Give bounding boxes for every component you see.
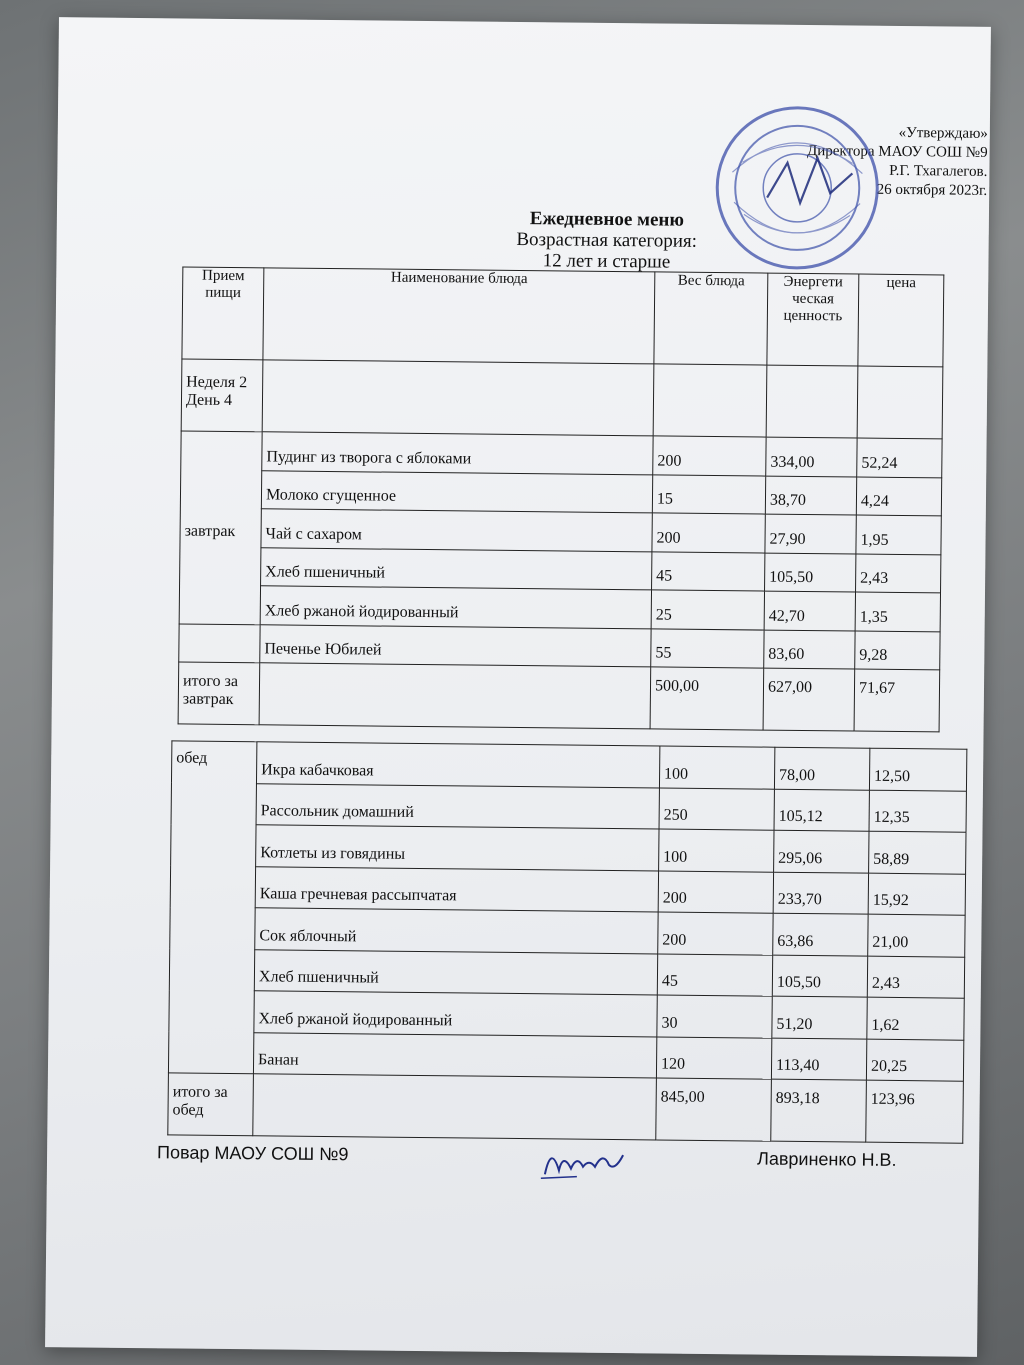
dish-price: 20,25: [866, 1039, 963, 1082]
dish-energy: 233,70: [773, 872, 868, 914]
header-price: цена: [858, 274, 944, 367]
header-meal: Прием пищи: [182, 267, 264, 360]
lunch-table: [167, 740, 967, 1143]
lunch-rows: [168, 741, 966, 1081]
approval-line-1: «Утверждаю»: [898, 124, 988, 142]
dish-price: 52,24: [857, 438, 942, 477]
dish-price: 1,62: [867, 997, 964, 1040]
dish-price: 1,95: [856, 515, 941, 554]
dish-weight: 100: [659, 746, 774, 789]
dish-price: 21,00: [868, 914, 965, 957]
dish-energy: 105,12: [774, 789, 869, 831]
empty-cell: [766, 365, 858, 438]
dish-weight: 30: [657, 995, 772, 1038]
dish-name: Икра кабачковая: [256, 742, 659, 788]
approval-line-3: Р.Г. Тхагалегов.: [889, 162, 988, 180]
dish-energy: 27,90: [765, 514, 856, 553]
dish-weight: 45: [657, 953, 772, 996]
dish-energy: 105,50: [772, 955, 867, 997]
breakfast-total-row: [178, 662, 940, 732]
lunch-total-energy: 893,18: [771, 1079, 867, 1142]
week-day-label: Неделя 2 День 4: [181, 359, 263, 432]
empty-cell: [857, 366, 943, 439]
dish-weight: 100: [659, 829, 774, 872]
lunch-total-label: итого за обед: [168, 1073, 254, 1136]
dish-name: Хлеб ржаной йодированный: [254, 991, 657, 1037]
empty-cell: [179, 623, 260, 662]
week-day-row: [181, 359, 943, 439]
dish-name: Каша гречневая рассыпчатая: [255, 866, 658, 912]
cook-name: Лавриненко Н.В.: [756, 1148, 897, 1170]
empty-cell: [253, 1074, 657, 1140]
cook-signature: [537, 1140, 627, 1185]
dish-weight: 25: [651, 590, 764, 630]
dish-energy: 63,86: [773, 913, 868, 955]
dish-energy: 334,00: [766, 437, 857, 476]
dish-weight: 200: [653, 436, 766, 476]
dish-name: Котлеты из говядины: [256, 825, 659, 871]
dish-price: 12,50: [869, 748, 966, 791]
dish-price: 2,43: [856, 554, 941, 593]
breakfast-total-energy: 627,00: [763, 668, 855, 731]
lunch-total-weight: 845,00: [656, 1078, 772, 1141]
title-age-range: 12 лет и старше: [542, 250, 671, 273]
dish-energy: 78,00: [774, 747, 869, 789]
dish-weight: 250: [659, 787, 774, 830]
approval-line-2: Директора МАОУ СОШ №9: [806, 142, 988, 161]
dish-name: Чай с сахаром: [261, 509, 652, 552]
dish-weight: 120: [656, 1036, 771, 1079]
breakfast-total-price: 71,67: [854, 669, 940, 732]
cook-title: Повар МАОУ СОШ №9: [157, 1142, 349, 1165]
dish-price: 4,24: [856, 477, 941, 516]
dish-weight: 45: [652, 551, 765, 591]
dish-weight: 200: [658, 912, 773, 955]
title-age-category: Возрастная категория:: [516, 228, 698, 252]
dish-energy: 105,50: [765, 553, 856, 592]
breakfast-total-label: итого за завтрак: [178, 662, 260, 725]
dish-name: Пудинг из творога с яблоками: [262, 432, 653, 475]
dish-weight: 200: [652, 513, 765, 553]
breakfast-rows: [179, 431, 942, 670]
dish-energy: 83,60: [764, 630, 855, 669]
header-energy: Энергети ческая ценность: [767, 273, 859, 366]
dish-price: 15,92: [868, 873, 965, 916]
dish-name: Печенье Юбилей: [260, 624, 651, 667]
lunch-meal-label: обед: [168, 741, 256, 1074]
dish-weight: 200: [658, 870, 773, 913]
dish-energy: 42,70: [764, 591, 855, 630]
title-main: Ежедневное меню: [529, 208, 685, 231]
dish-weight: 15: [652, 474, 765, 514]
dish-name: Хлеб ржаной йодированный: [260, 586, 651, 629]
dish-price: 58,89: [869, 831, 966, 874]
lunch-total-price: 123,96: [866, 1080, 964, 1143]
empty-cell: [653, 364, 767, 437]
dish-name: Молоко сгущенное: [261, 470, 652, 513]
dish-price: 12,35: [869, 790, 966, 833]
dish-price: 2,43: [867, 956, 964, 999]
lunch-total-row: [168, 1073, 964, 1143]
document-title: [426, 207, 787, 274]
dish-name: Сок яблочный: [255, 908, 658, 954]
dish-name: Банан: [253, 1032, 656, 1078]
breakfast-total-weight: 500,00: [650, 667, 764, 730]
paper-sheet: [45, 17, 991, 1357]
dish-price: 1,35: [855, 592, 940, 631]
empty-cell: [259, 663, 651, 729]
table-header-row: [182, 267, 944, 367]
header-weight: Вес блюда: [654, 272, 768, 365]
breakfast-meal-label: завтрак: [179, 431, 262, 624]
dish-name: Хлеб пшеничный: [261, 547, 652, 590]
dish-price: 9,28: [855, 631, 940, 670]
dish-energy: 51,20: [772, 996, 867, 1038]
breakfast-table: [178, 266, 945, 732]
approval-line-4: 26 октября 2023г.: [876, 181, 988, 199]
dish-energy: 295,06: [774, 830, 869, 872]
dish-energy: 38,70: [765, 476, 856, 515]
dish-name: Рассольник домашний: [256, 783, 659, 829]
header-dish: Наименование блюда: [263, 268, 655, 364]
dish-weight: 55: [651, 628, 764, 668]
dish-energy: 113,40: [771, 1038, 866, 1080]
empty-cell: [262, 360, 654, 436]
dish-name: Хлеб пшеничный: [254, 949, 657, 995]
